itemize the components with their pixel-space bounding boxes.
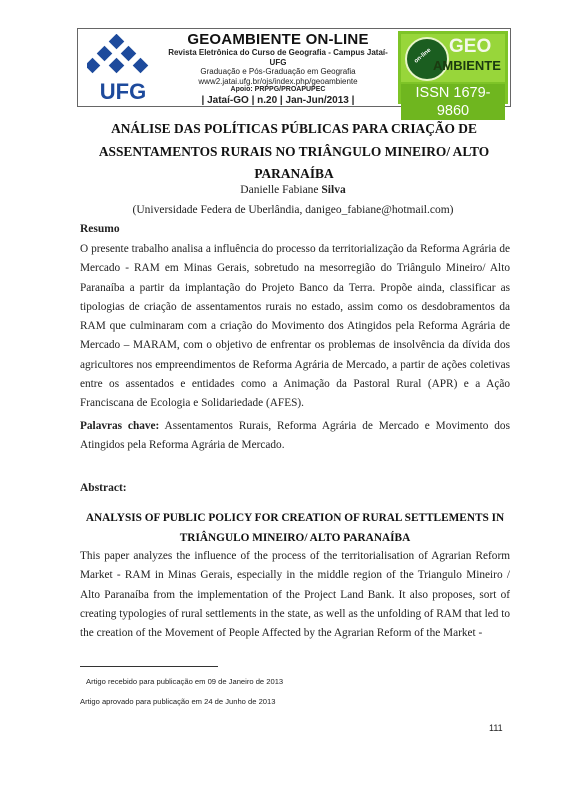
- geoambiente-logo-panel: [401, 34, 505, 82]
- keywords-text: Assentamentos Rurais, Reforma Agrária de Mercado e Movimento dos Atingidos pela Reforma Agrária de Mercado.: [80, 420, 510, 452]
- issn-label: ISSN 1679-9860: [401, 84, 505, 120]
- journal-issue: | Jataí-GO | n.20 | Jan-Jun/2013 |: [201, 95, 355, 106]
- resumo-heading: Resumo: [80, 223, 120, 235]
- article-title: ANÁLISE DAS POLÍTICAS PÚBLICAS PARA CRIAÇÃO DE ASSENTAMENTOS RURAIS NO TRIÂNGULO MINEIRO/ ALTO PARANAÍBA: [98, 121, 490, 181]
- ufg-logo-diamonds-icon: [87, 34, 153, 80]
- resumo-text: O presente trabalho analisa a influência do processo da territorialização da Reforma Agrária de Mercado - RAM em Minas Gerais, sobretudo na mesorregião do Triângulo Mineiro/ Alto Paranaíba a partir da implantação do Projeto Banco da Terra. Propõe ainda, classificar as tipologias de criação de assentamentos rurais no estado, assim como os desdobramentos da RAM que culminaram com a criação do Movimento dos Atingidos pela Reforma Agrária de Mercado – MARAM, com o objetivo de enfrentar os problemas de insolvência da dívida dos agricultores nos empreendimentos de Reforma Agrária de Mercado, a partir de ações coletivas entre os assentados e entidades como a Animação da Pastoral Rural (APR) e a Ação Franciscana de Ecologia e Solidariedade (AFES).: [80, 243, 510, 410]
- journal-url: www2.jatai.ufg.br/ojs/index.php/geoambiente: [198, 76, 358, 86]
- geoambiente-logo: [398, 31, 508, 119]
- journal-title: GEOAMBIENTE ON-LINE: [187, 31, 369, 48]
- page-number: 111: [489, 723, 503, 733]
- ambiente-word: AMBIENTE: [433, 58, 501, 73]
- ufg-logo-text: UFG: [99, 79, 147, 104]
- keywords-label: Palavras chave:: [80, 420, 160, 432]
- footnote-approved: Artigo aprovado para publicação em 24 de Junho de 2013: [80, 697, 276, 706]
- journal-info: [162, 31, 394, 107]
- author-first-name: Danielle Fabiane: [240, 184, 322, 196]
- abstract-heading: Abstract:: [80, 482, 127, 494]
- footnote-received: Artigo recebido para publicação em 09 de Janeiro de 2013: [86, 677, 284, 686]
- ufg-logo: [81, 32, 159, 104]
- journal-header: [77, 28, 511, 119]
- journal-subtitle: Revista Eletrônica do Curso de Geografia - Campus Jataí- UFG: [168, 48, 388, 67]
- footnote-divider: [80, 666, 218, 667]
- author-name: [0, 184, 566, 196]
- globe-label: on-line: [413, 47, 433, 65]
- geo-word: GEO: [449, 36, 492, 57]
- english-title: ANALYSIS OF PUBLIC POLICY FOR CREATION OF RURAL SETTLEMENTS IN TRIÂNGULO MINEIRO/ ALTO PARANAÍBA: [85, 512, 505, 544]
- journal-support: Apoio: PRPPG/PROAPUPEC: [230, 86, 326, 93]
- author-affiliation: (Universidade Federa de Uberlândia, danigeo_fabiane@hotmail.com): [132, 204, 454, 216]
- author-last-name: Silva: [321, 184, 346, 196]
- journal-program: Graduação e Pós-Graduação em Geografia: [200, 67, 356, 76]
- abstract-text: This paper analyzes the influence of the process of the territorialisation of Agrarian Reform Market - RAM in Minas Gerais, especially in the middle region of the Triangulo Mineiro / Alto Paranaíba from the implementation of the Project Land Bank. It also proposes, sort of creating typologies of rural settlements in the state, as well as the unfolding of RAM that led to the creation of the Movement of People Affected by the Agrarian Reform of the Market -: [80, 550, 510, 640]
- keywords: [80, 417, 510, 456]
